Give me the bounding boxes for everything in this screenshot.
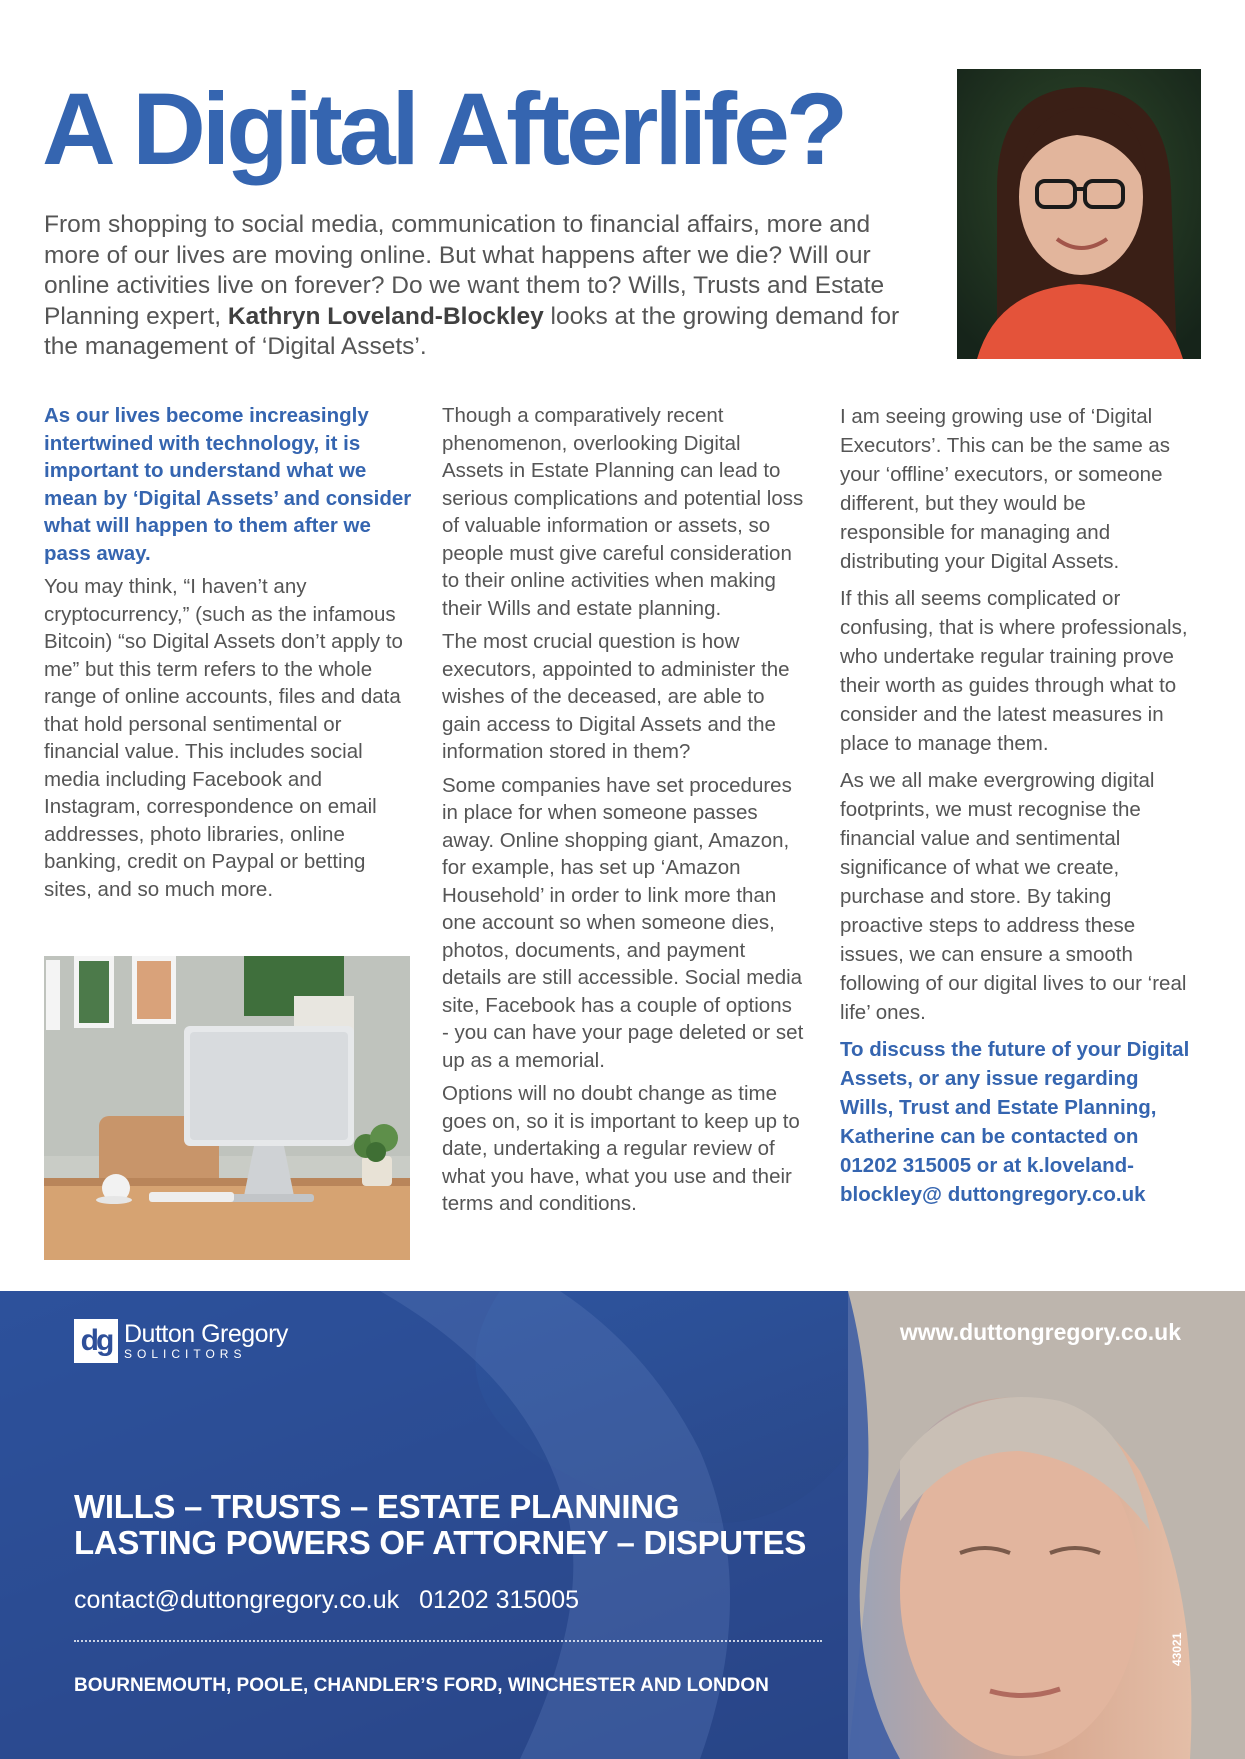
contact-phone[interactable]: 01202 315005 [419, 1586, 579, 1614]
closing-contact-paragraph: To discuss the future of your Digital Assets, or any issue regarding Wills, Trust and Estate Planning, Katherine can be contacted on 01202 315005 or at k.loveland-blockley@ duttongregory.co.uk [840, 1038, 1190, 1206]
intro-text-end: looks at the growing demand for the management of ‘Digital Assets’. [44, 302, 900, 360]
desk-computer-photo [44, 956, 410, 1260]
body-paragraph: Though a comparatively recent phenomenon, overlooking Digital Assets in Estate Planning can lead to serious complications and potential loss of valuable information or assets, so people must give careful consideration to their online activities when making their Wills and estate planning. [442, 404, 804, 620]
body-paragraph: If this all seems complicated or confusing, that is where professionals, who undertake regular training prove their worth as guides through what to consider and the latest measures in place to manage them. [840, 587, 1188, 755]
article-column-1 [44, 402, 412, 909]
contact-details [74, 1586, 579, 1615]
intro-text-start: From shopping to social media, communication to financial affairs, more and more of our lives are moving online. But what happens after we die? Will our online activities live on forever? Do we want them to? Wills, Trusts and Estate Planning expert, [44, 211, 885, 330]
dotted-divider [74, 1640, 822, 1642]
advert-banner [0, 1291, 1245, 1759]
website-link[interactable]: www.duttongregory.co.uk [899, 1319, 1181, 1345]
dutton-gregory-logo [74, 1319, 288, 1363]
body-paragraph: Options will no doubt change as time goes on, so it is important to keep up to date, undertaking a regular review of what you have, what you use and their terms and conditions. [442, 1082, 800, 1215]
services-list [74, 1489, 806, 1561]
author-name: Kathryn Loveland-Blockley [227, 302, 544, 330]
body-paragraph: Some companies have set procedures in place for when someone passes away. Online shopping giant, Amazon, for example, has set up ‘Amazon Household’ in order to link more than one account so when someone dies, photos, documents, and payment details are still accessible. Social media site, Facebook has a couple of options - you can have your page deleted or set up as a memorial. [442, 773, 804, 1072]
author-portrait [957, 69, 1201, 359]
body-paragraph: As we all make evergrowing digital footprints, we must recognise the financial value and sentimental significance of what we create, purchase and store. By taking proactive steps to address these issues, we can ensure a smooth following of our digital lives to our ‘real life’ ones. [840, 769, 1187, 1024]
body-paragraph: The most crucial question is how executors, appointed to administer the wishes of the deceased, are able to gain access to Digital Assets and the information stored in them? [442, 630, 790, 763]
intro-paragraph [44, 210, 924, 363]
body-paragraph: You may think, “I haven’t any cryptocurrency,” (such as the infamous Bitcoin) “so Digital Assets don’t apply to me” but this term refers to the whole range of online accounts, files and data that hold personal sentimental or financial value. This includes social media including Facebook and Instagram, correspondence on email addresses, photo libraries, online banking, credit on Paypal or betting sites, and so much more. [44, 575, 403, 901]
body-paragraph: I am seeing growing use of ‘Digital Executors’. This can be the same as your ‘offline’ executors, or someone different, but they would be responsible for managing and distributing your Digital Assets. [840, 405, 1171, 573]
services-line-1: WILLS – TRUSTS – ESTATE PLANNING [74, 1488, 680, 1525]
page-title: A Digital Afterlife? [42, 72, 845, 186]
office-locations: BOURNEMOUTH, POOLE, CHANDLER’S FORD, WINCHESTER AND LONDON [74, 1675, 769, 1696]
logo-wordmark [124, 1321, 288, 1361]
ad-reference-code: 43021 [1170, 1632, 1184, 1666]
article-column-2 [442, 402, 804, 1224]
logo-mark: dg [74, 1319, 118, 1363]
logo-subtitle: SOLICITORS [124, 1347, 247, 1361]
lead-paragraph: As our lives become increasingly intertwined with technology, it is important to understand what we mean by ‘Digital Assets’ and consider what will happen to them after we pass away. [44, 404, 412, 565]
logo-name: Dutton Gregory [124, 1320, 288, 1348]
contact-email[interactable]: contact@duttongregory.co.uk [74, 1586, 400, 1614]
article-column-3 [840, 402, 1190, 1217]
services-line-2: LASTING POWERS OF ATTORNEY – DISPUTES [74, 1524, 807, 1561]
